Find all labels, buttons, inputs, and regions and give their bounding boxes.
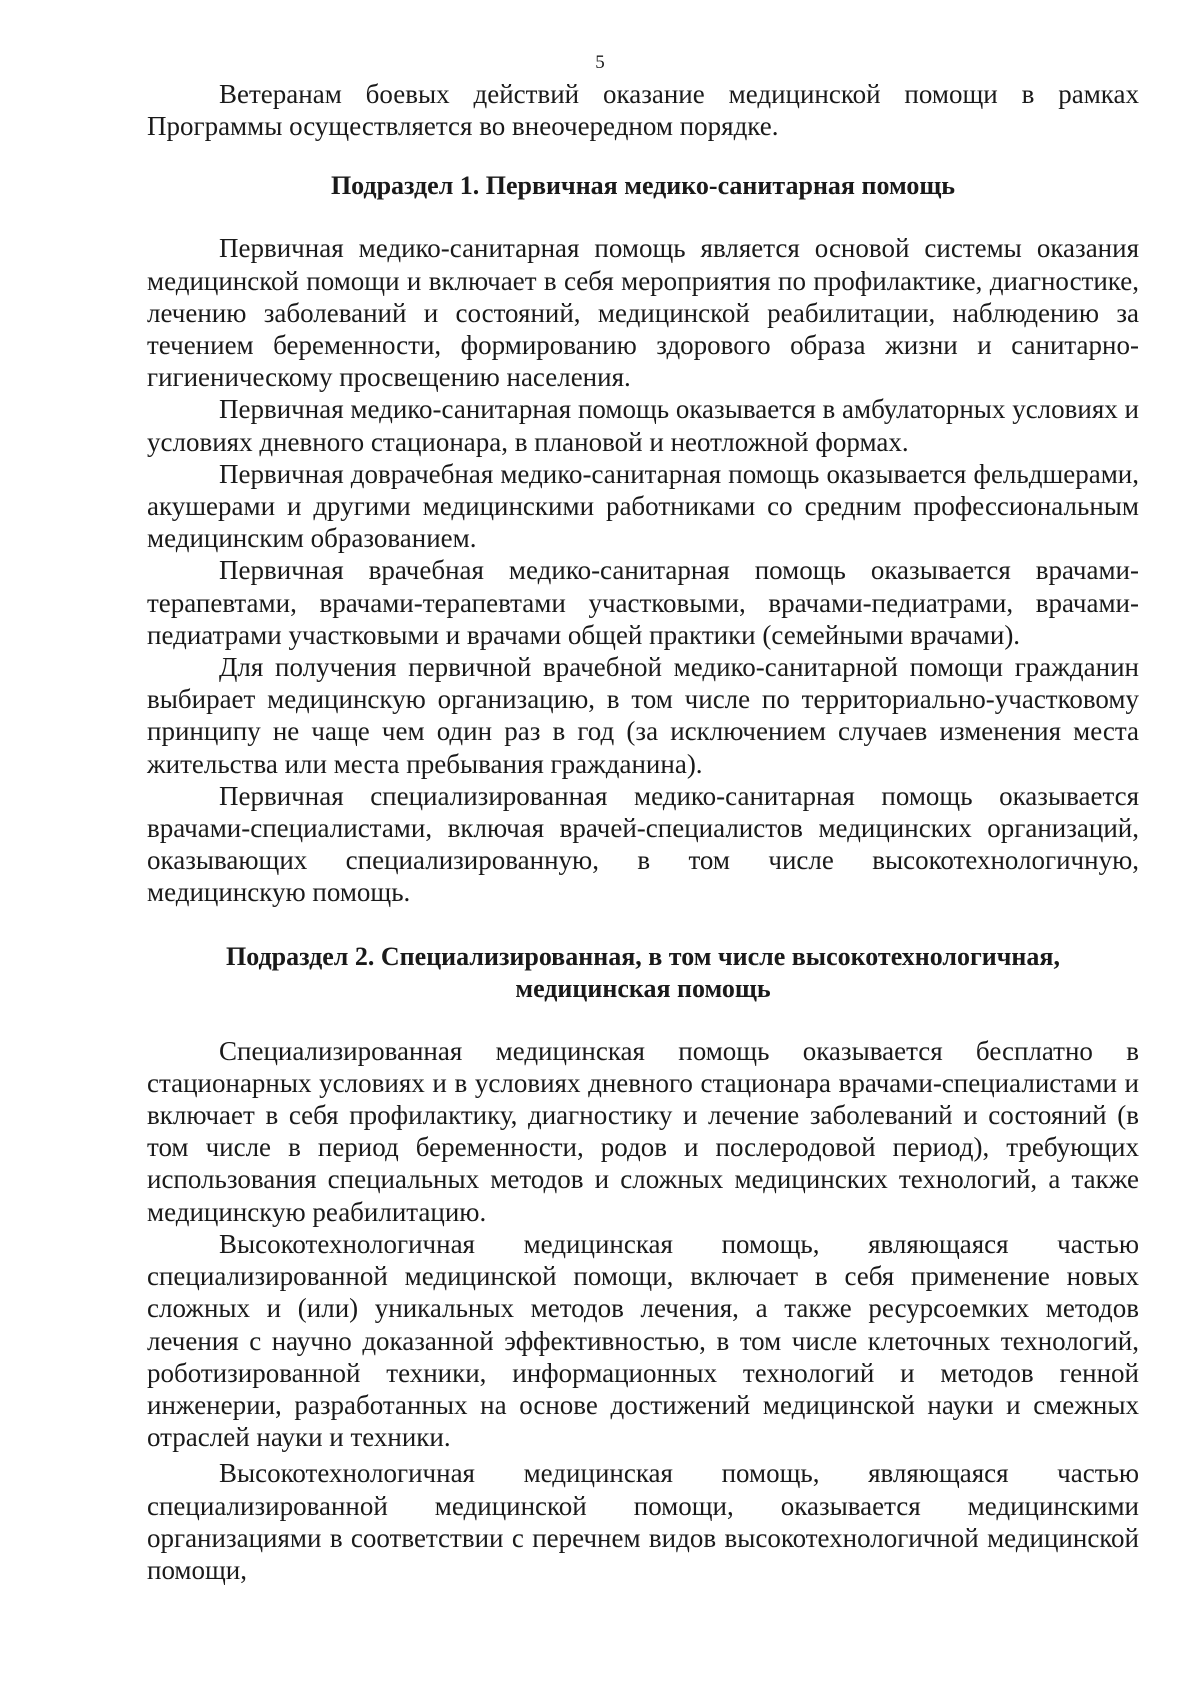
- page-body: [147, 78, 1139, 1586]
- intro-section: [147, 78, 1139, 142]
- subsection-2-heading-line-1: Подраздел 2. Специализированная, в том числе высокотехнологичная,: [226, 941, 1060, 971]
- subsection-2: [147, 941, 1139, 1586]
- paragraph: Высокотехнологичная медицинская помощь, являющаяся частью специализированной медицинской помощи, оказывается медицинскими организациями в соответствии с перечнем видов высокотехнологичной медицинской помощи,: [147, 1458, 1139, 1585]
- paragraph: Первичная медико-санитарная помощь оказывается в амбулаторных условиях и условиях дневного стационара, в плановой и неотложной формах.: [147, 394, 1139, 457]
- subsection-1-heading: Подраздел 1. Первичная медико-санитарная помощь: [330, 171, 956, 201]
- subsection-1: [147, 170, 1139, 908]
- paragraph: Первичная медико-санитарная помощь является основой системы оказания медицинской помощи и включает в себя мероприятия по профилактике, диагностике, лечению заболеваний и состояний, медицинской реабилитации, наблюдению за течением беременности, формированию здорового образа жизни и санитарно-гигиеническому просвещению населения.: [147, 233, 1139, 393]
- paragraph: Первичная доврачебная медико-санитарная помощь оказывается фельдшерами, акушерами и другими медицинскими работниками со средним профессиональным медицинским образованием.: [147, 458, 1139, 554]
- paragraph: Первичная врачебная медико-санитарная помощь оказывается врачами-терапевтами, врачами-терапевтами участковыми, врачами-педиатрами, врачами-педиатрами участковыми и врачами общей практики (семейными врачами).: [147, 555, 1139, 650]
- subsection-2-heading-line-2: медицинская помощь: [515, 973, 771, 1003]
- page-number: 5: [595, 52, 605, 73]
- paragraph: Первичная специализированная медико-санитарная помощь оказывается врачами-специалистами, включая врачей-специалистов медицинских организаций, оказывающих специализированную, в том числе высокотехнологичную, медицинскую помощь.: [147, 780, 1139, 908]
- paragraph: Ветеранам боевых действий оказание медицинской помощи в рамках Программы осуществляется во внеочередном порядке.: [147, 79, 1139, 142]
- paragraph: Высокотехнологичная медицинская помощь, являющаяся частью специализированной медицинской помощи, включает в себя применение новых сложных и (или) уникальных методов лечения, а также ресурсоемких методов лечения с научно доказанной эффективностью, в том числе клеточных технологий, роботизированной техники, информационных технологий и методов генной инженерии, разработанных на основе достижений медицинской науки и смежных отраслей науки и техники.: [147, 1228, 1139, 1453]
- subsection-2-heading: [147, 941, 1139, 1005]
- paragraph: Для получения первичной врачебной медико-санитарной помощи гражданин выбирает медицинскую организацию, в том числе по территориально-участковому принципу не чаще чем один раз в год (за исключением случаев изменения места жительства или места пребывания гражданина).: [147, 652, 1139, 779]
- paragraph: Специализированная медицинская помощь оказывается бесплатно в стационарных условиях и в условиях дневного стационара врачами-специалистами и включает в себя профилактику, диагностику и лечение заболеваний и состояний (в том числе в период беременности, родов и послеродовой период), требующих использования специальных методов и сложных медицинских технологий, а также медицинскую реабилитацию.: [147, 1035, 1139, 1227]
